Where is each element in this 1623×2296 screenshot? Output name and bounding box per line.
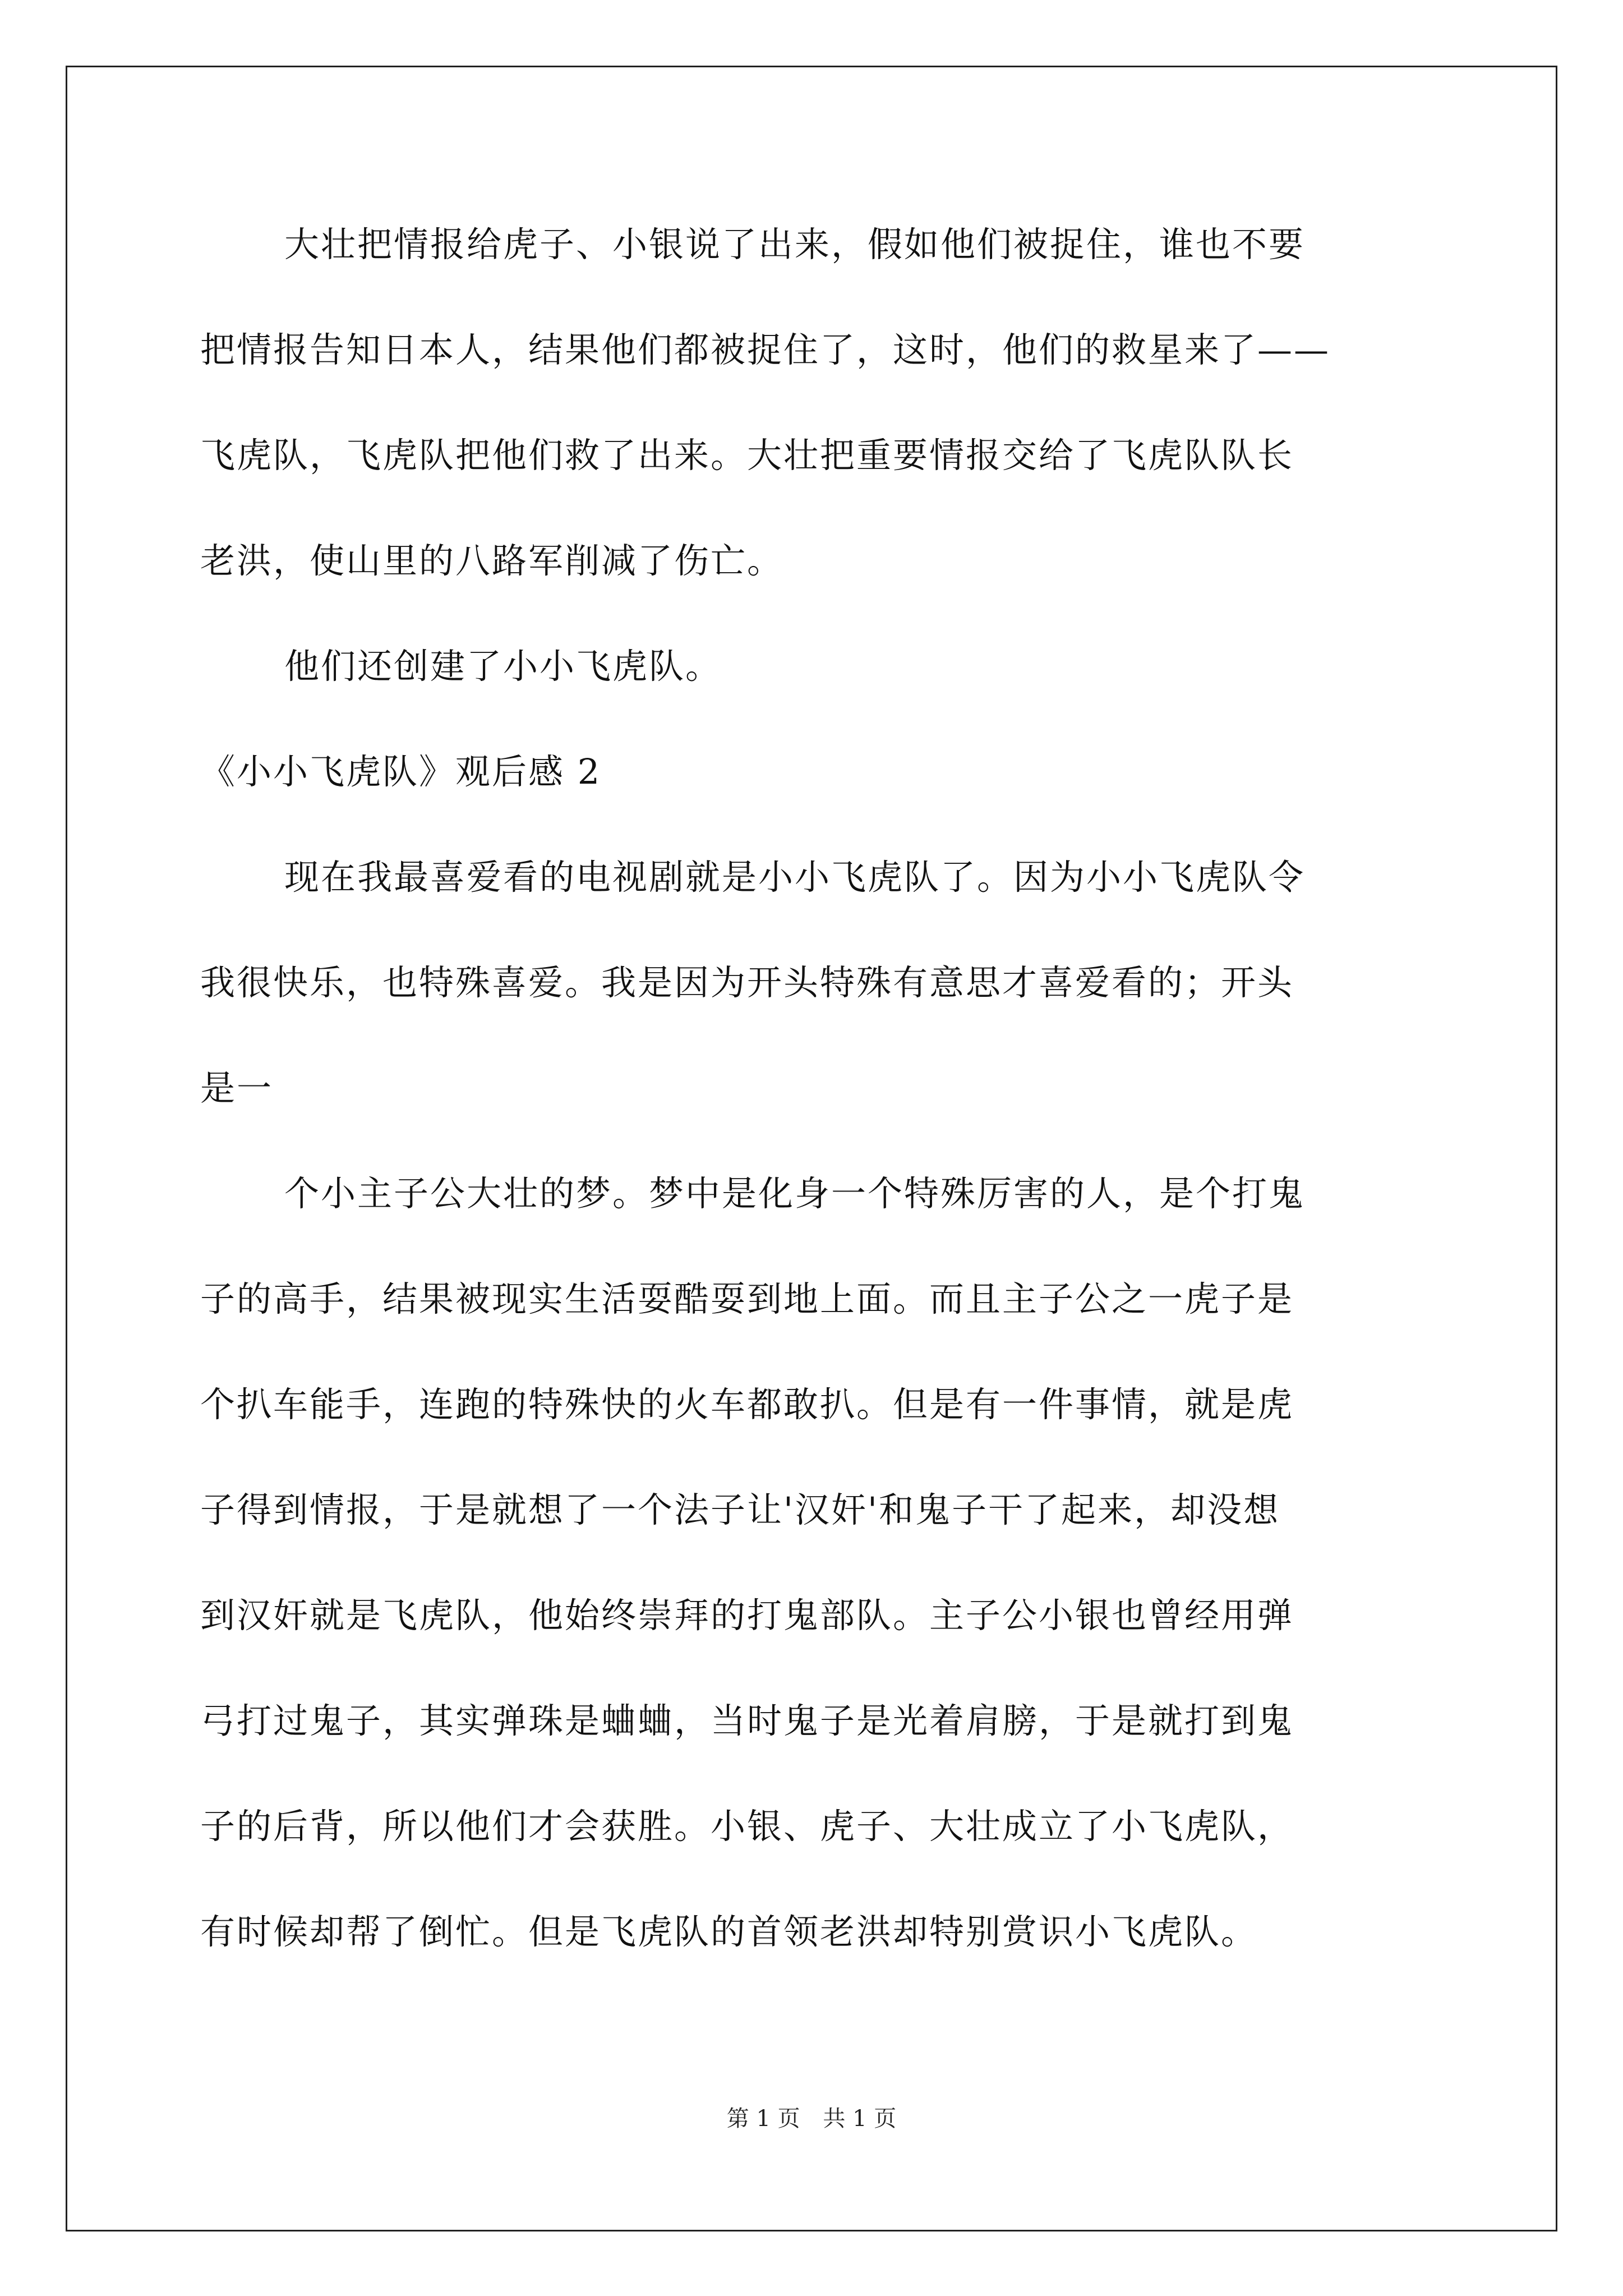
paragraph-line: 子的高手，结果被现实生活耍酷耍到地上面。而且主子公之一虎子是	[200, 1278, 1294, 1319]
paragraph-line: 有时候却帮了倒忙。但是飞虎队的首领老洪却特别赏识小飞虎队。	[200, 1911, 1258, 1952]
section-title: 《小小飞虎队》观后感 2	[200, 751, 602, 792]
page-total: 共 1 页	[823, 2106, 897, 2132]
page-footer	[0, 2105, 1623, 2133]
paragraph-line: 个小主子公大壮的梦。梦中是化身一个特殊厉害的人，是个打鬼	[284, 1173, 1306, 1214]
paragraph-line: 飞虎队，飞虎队把他们救了出来。大壮把重要情报交给了飞虎队队长	[200, 435, 1294, 476]
paragraph-line: 个扒车能手，连跑的特殊快的火车都敢扒。但是有一件事情，就是虎	[200, 1384, 1294, 1425]
paragraph-line: 到汉奸就是飞虎队，他始终崇拜的打鬼部队。主子公小银也曾经用弹	[200, 1595, 1294, 1636]
paragraph-line: 老洪，使山里的八路军削减了伤亡。	[200, 540, 784, 581]
paragraph-line: 弓打过鬼子，其实弹珠是蛐蛐，当时鬼子是光着肩膀，于是就打到鬼	[200, 1700, 1294, 1741]
paragraph-line: 把情报告知日本人，结果他们都被捉住了，这时，他们的救星来了——	[200, 329, 1331, 370]
paragraph-line: 大壮把情报给虎子、小银说了出来，假如他们被捉住，谁也不要	[284, 224, 1306, 265]
paragraph-line: 他们还创建了小小飞虎队。	[284, 646, 722, 687]
paragraph-line: 子的后背，所以他们才会获胜。小银、虎子、大壮成立了小飞虎队，	[200, 1806, 1294, 1847]
paragraph-line: 现在我最喜爱看的电视剧就是小小飞虎队了。因为小小飞虎队令	[284, 857, 1306, 898]
paragraph-line: 子得到情报，于是就想了一个法子让'汉奸'和鬼子干了起来，却没想	[200, 1489, 1280, 1530]
paragraph-line: 是一	[200, 1068, 274, 1108]
page-number: 第 1 页	[726, 2106, 800, 2132]
paragraph-line: 我很快乐，也特殊喜爱。我是因为开头特殊有意思才喜爱看的；开头	[200, 962, 1294, 1003]
document-body	[200, 219, 1434, 1958]
